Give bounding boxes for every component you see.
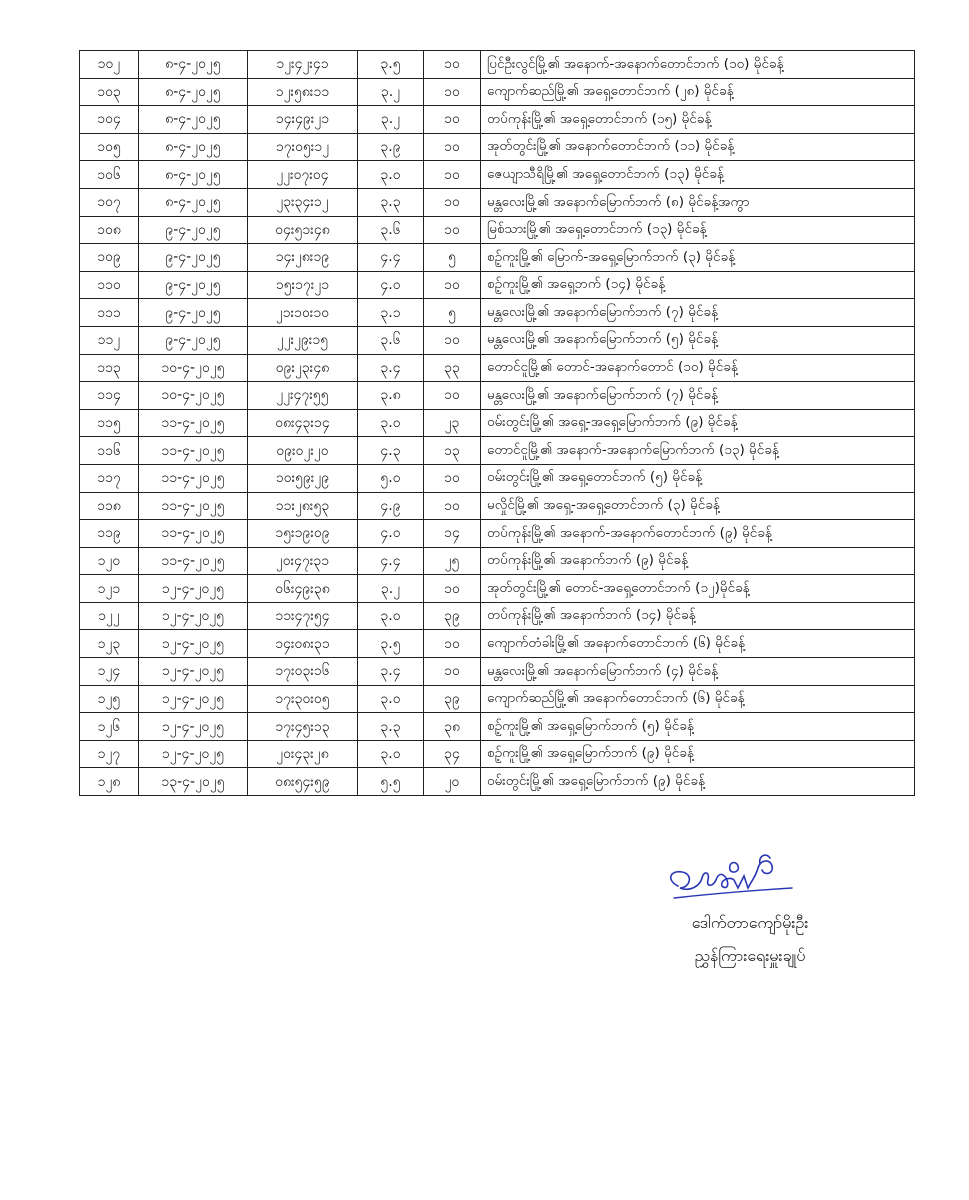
- event-magnitude-cell: ၃.၂: [358, 78, 424, 106]
- table-row: [80, 658, 915, 686]
- table-row: [80, 216, 915, 244]
- event-magnitude-cell: ၃.၀: [358, 161, 424, 189]
- table-row: [80, 630, 915, 658]
- event-magnitude-cell: ၃.၂: [358, 106, 424, 134]
- event-magnitude-cell: ၄.၉: [358, 492, 424, 520]
- event-depth-cell: ၁၀: [424, 382, 481, 410]
- event-time-cell: ၀၉း၂၃း၄၈: [248, 354, 358, 382]
- event-number-cell: ၁၁၆: [80, 437, 139, 465]
- table-row: [80, 244, 915, 272]
- event-magnitude-cell: ၄.၃: [358, 437, 424, 465]
- event-depth-cell: ၁၀: [424, 106, 481, 134]
- event-magnitude-cell: ၃.၆: [358, 216, 424, 244]
- table-row: [80, 547, 915, 575]
- event-depth-cell: ၅: [424, 299, 481, 327]
- event-time-cell: ၁၅း၁၇း၂၁: [248, 271, 358, 299]
- event-depth-cell: ၃၄: [424, 740, 481, 768]
- event-number-cell: ၁၀၃: [80, 78, 139, 106]
- event-date-cell: ၁၁-၄-၂၀၂၅: [139, 547, 248, 575]
- table-row: [80, 713, 915, 741]
- event-number-cell: ၁၁၇: [80, 464, 139, 492]
- event-depth-cell: ၁၀: [424, 271, 481, 299]
- event-time-cell: ၂၂း၂၉း၁၅: [248, 326, 358, 354]
- event-location-cell: ဝမ်းတွင်းမြို့၏ အရှေ့-အရှေ့မြောက်ဘက် (၉) မိုင်ခန့်: [481, 409, 915, 437]
- event-date-cell: ၁၂-၄-၂၀၂၅: [139, 713, 248, 741]
- event-depth-cell: ၁၀: [424, 133, 481, 161]
- table-row: [80, 188, 915, 216]
- table-row: [80, 520, 915, 548]
- event-magnitude-cell: ၅.၅: [358, 768, 424, 796]
- event-depth-cell: ၃၃: [424, 354, 481, 382]
- event-depth-cell: ၁၀: [424, 216, 481, 244]
- event-location-cell: မန္တလေးမြို့၏ အနောက်မြောက်ဘက် (၇) မိုင်ခန့်: [481, 382, 915, 410]
- event-magnitude-cell: ၄.၄: [358, 244, 424, 272]
- table-row: [80, 602, 915, 630]
- event-time-cell: ၂၀း၄၃း၂၈: [248, 740, 358, 768]
- event-date-cell: ၁၀-၄-၂၀၂၅: [139, 354, 248, 382]
- event-depth-cell: ၁၀: [424, 464, 481, 492]
- table-row: [80, 271, 915, 299]
- handwritten-signature: [660, 850, 800, 910]
- event-magnitude-cell: ၃.၀: [358, 409, 424, 437]
- event-number-cell: ၁၂၆: [80, 713, 139, 741]
- event-location-cell: တပ်ကုန်းမြို့၏ အရှေ့တောင်ဘက် (၁၅) မိုင်ခန့်: [481, 106, 915, 134]
- event-number-cell: ၁၁၃: [80, 354, 139, 382]
- table-row: [80, 326, 915, 354]
- event-time-cell: ၀၆း၄၉း၃၈: [248, 575, 358, 603]
- event-number-cell: ၁၂၄: [80, 658, 139, 686]
- event-time-cell: ၁၁း၂၈း၅၃: [248, 492, 358, 520]
- table-row: [80, 161, 915, 189]
- table-row: [80, 299, 915, 327]
- event-number-cell: ၁၀၆: [80, 161, 139, 189]
- event-date-cell: ၈-၄-၂၀၂၅: [139, 161, 248, 189]
- event-date-cell: ၉-၄-၂၀၂၅: [139, 326, 248, 354]
- event-time-cell: ၀၈း၅၄း၅၉: [248, 768, 358, 796]
- event-number-cell: ၁၁၉: [80, 520, 139, 548]
- event-location-cell: ဝမ်းတွင်းမြို့၏ အရှေ့မြောက်ဘက် (၉) မိုင်ခန့်: [481, 768, 915, 796]
- event-number-cell: ၁၂၂: [80, 602, 139, 630]
- table-row: [80, 437, 915, 465]
- event-date-cell: ၉-၄-၂၀၂၅: [139, 216, 248, 244]
- event-time-cell: ၀၄း၅၁း၄၈: [248, 216, 358, 244]
- earthquake-table: [79, 50, 915, 796]
- event-location-cell: တပ်ကုန်းမြို့၏ အနောက်ဘက် (၉) မိုင်ခန့်: [481, 547, 915, 575]
- event-magnitude-cell: ၃.၄: [358, 658, 424, 686]
- event-depth-cell: ၅: [424, 244, 481, 272]
- event-location-cell: အုတ်တွင်းမြို့၏ အနောက်တောင်ဘက် (၁၁) မိုင်ခန့်: [481, 133, 915, 161]
- table-row: [80, 768, 915, 796]
- event-date-cell: ၁၂-၄-၂၀၂၅: [139, 602, 248, 630]
- table-row: [80, 409, 915, 437]
- event-magnitude-cell: ၃.၅: [358, 630, 424, 658]
- event-time-cell: ၁၄း၂၈း၁၉: [248, 244, 358, 272]
- event-time-cell: ၁၇း၄၅း၁၃: [248, 713, 358, 741]
- event-magnitude-cell: ၃.၃: [358, 713, 424, 741]
- event-magnitude-cell: ၄.၀: [358, 520, 424, 548]
- event-number-cell: ၁၀၂: [80, 51, 139, 79]
- event-time-cell: ၁၀း၅၉း၂၉: [248, 464, 358, 492]
- event-magnitude-cell: ၄.၄: [358, 547, 424, 575]
- event-location-cell: မန္တလေးမြို့၏ အနောက်မြောက်ဘက် (၄) မိုင်ခန့်: [481, 658, 915, 686]
- event-number-cell: ၁၂၈: [80, 768, 139, 796]
- table-row: [80, 575, 915, 603]
- event-time-cell: ၁၄း၀၈း၃၁: [248, 630, 358, 658]
- event-time-cell: ၁၇း၀၅း၁၂: [248, 133, 358, 161]
- event-depth-cell: ၁၀: [424, 78, 481, 106]
- event-location-cell: အုတ်တွင်းမြို့၏ တောင်-အရှေ့တောင်ဘက် (၁၂)မိုင်ခန့်: [481, 575, 915, 603]
- event-date-cell: ၈-၄-၂၀၂၅: [139, 78, 248, 106]
- table-row: [80, 354, 915, 382]
- event-magnitude-cell: ၃.၆: [358, 326, 424, 354]
- event-number-cell: ၁၁၀: [80, 271, 139, 299]
- event-number-cell: ၁၁၂: [80, 326, 139, 354]
- event-depth-cell: ၁၀: [424, 492, 481, 520]
- signature-block: [620, 850, 880, 970]
- signatory-title: ညွှန်ကြားရေးမှူးချုပ်: [694, 946, 806, 965]
- event-number-cell: ၁၀၇: [80, 188, 139, 216]
- event-magnitude-cell: ၃.၀: [358, 685, 424, 713]
- event-date-cell: ၉-၄-၂၀၂၅: [139, 271, 248, 299]
- event-number-cell: ၁၂၀: [80, 547, 139, 575]
- event-date-cell: ၁၁-၄-၂၀၂၅: [139, 464, 248, 492]
- event-location-cell: စဉ့်ကူးမြို့၏ အရှေ့မြောက်ဘက် (၅) မိုင်ခန့်: [481, 713, 915, 741]
- table-row: [80, 382, 915, 410]
- event-date-cell: ၁၂-၄-၂၀၂၅: [139, 685, 248, 713]
- event-date-cell: ၉-၄-၂၀၂၅: [139, 244, 248, 272]
- table-row: [80, 685, 915, 713]
- table-row: [80, 740, 915, 768]
- event-magnitude-cell: ၃.၁: [358, 299, 424, 327]
- event-location-cell: တပ်ကုန်းမြို့၏ အနောက်ဘက် (၁၄) မိုင်ခန့်: [481, 602, 915, 630]
- event-time-cell: ၁၇း၃၀း၀၅: [248, 685, 358, 713]
- event-location-cell: ဝမ်းတွင်းမြို့၏ အရှေ့တောင်ဘက် (၅) မိုင်ခန့်: [481, 464, 915, 492]
- event-depth-cell: ၃၉: [424, 602, 481, 630]
- event-magnitude-cell: ၃.၄: [358, 354, 424, 382]
- event-number-cell: ၁၂၃: [80, 630, 139, 658]
- event-date-cell: ၁၀-၄-၂၀၂၅: [139, 382, 248, 410]
- event-date-cell: ၈-၄-၂၀၂၅: [139, 51, 248, 79]
- event-date-cell: ၉-၄-၂၀၂၅: [139, 299, 248, 327]
- event-time-cell: ၂၁း၁၀း၁၀: [248, 299, 358, 327]
- event-time-cell: ၁၄း၄၉း၂၁: [248, 106, 358, 134]
- event-time-cell: ၂၀း၄၇း၃၁: [248, 547, 358, 575]
- event-date-cell: ၁၃-၄-၂၀၂၅: [139, 768, 248, 796]
- event-magnitude-cell: ၃.၂: [358, 575, 424, 603]
- signatory-name: ဒေါက်တာကျော်မိုးဦး: [691, 913, 809, 932]
- event-depth-cell: ၁၃: [424, 437, 481, 465]
- event-time-cell: ၂၂း၀၇း၀၄: [248, 161, 358, 189]
- event-date-cell: ၁၂-၄-၂၀၂၅: [139, 630, 248, 658]
- event-magnitude-cell: ၃.၉: [358, 133, 424, 161]
- event-number-cell: ၁၁၁: [80, 299, 139, 327]
- event-location-cell: မန္တလေးမြို့၏ အနောက်မြောက်ဘက် (၈) မိုင်ခန့်အကွာ: [481, 188, 915, 216]
- event-number-cell: ၁၀၅: [80, 133, 139, 161]
- event-date-cell: ၁၁-၄-၂၀၂၅: [139, 437, 248, 465]
- event-depth-cell: ၂၅: [424, 547, 481, 575]
- event-time-cell: ၁၂း၅၈း၁၁: [248, 78, 358, 106]
- event-date-cell: ၁၂-၄-၂၀၂၅: [139, 575, 248, 603]
- event-location-cell: တောင်ငူမြို့၏ အနောက်-အနောက်မြောက်ဘက် (၁၃) မိုင်ခန့်: [481, 437, 915, 465]
- event-date-cell: ၁၂-၄-၂၀၂၅: [139, 740, 248, 768]
- event-magnitude-cell: ၃.၀: [358, 602, 424, 630]
- event-magnitude-cell: ၃.၈: [358, 382, 424, 410]
- table-row: [80, 133, 915, 161]
- event-date-cell: ၈-၄-၂၀၂၅: [139, 188, 248, 216]
- event-date-cell: ၈-၄-၂၀၂၅: [139, 106, 248, 134]
- table-row: [80, 78, 915, 106]
- event-depth-cell: ၂၃: [424, 409, 481, 437]
- event-location-cell: မလှိုင်မြို့၏ အရှေ့-အရှေ့တောင်ဘက် (၃) မိုင်ခန့်: [481, 492, 915, 520]
- event-magnitude-cell: ၃.၃: [358, 188, 424, 216]
- event-time-cell: ၁၂း၄၂း၄၁: [248, 51, 358, 79]
- event-depth-cell: ၁၄: [424, 520, 481, 548]
- event-number-cell: ၁၀၈: [80, 216, 139, 244]
- event-magnitude-cell: ၃.၀: [358, 740, 424, 768]
- event-depth-cell: ၁၀: [424, 575, 481, 603]
- table-row: [80, 464, 915, 492]
- event-date-cell: ၁၂-၄-၂၀၂၅: [139, 658, 248, 686]
- table-row: [80, 106, 915, 134]
- event-location-cell: မန္တလေးမြို့၏ အနောက်မြောက်ဘက် (၇) မိုင်ခန့်: [481, 299, 915, 327]
- event-number-cell: ၁၂၅: [80, 685, 139, 713]
- event-number-cell: ၁၁၅: [80, 409, 139, 437]
- event-magnitude-cell: ၄.၀: [358, 271, 424, 299]
- event-depth-cell: ၂၀: [424, 768, 481, 796]
- event-location-cell: စဉ့်ကူးမြို့၏ မြောက်-အရှေ့မြောက်ဘက် (၃) မိုင်ခန့်: [481, 244, 915, 272]
- event-location-cell: ဇေယျာသီရိမြို့၏ အရှေ့တောင်ဘက် (၁၃) မိုင်ခန့်: [481, 161, 915, 189]
- event-location-cell: ပြင်ဦးလွင်မြို့၏ အနောက်-အနောက်တောင်ဘက် (၁၀) မိုင်ခန့်: [481, 51, 915, 79]
- event-number-cell: ၁၂၇: [80, 740, 139, 768]
- event-time-cell: ၂၂း၄၇း၅၅: [248, 382, 358, 410]
- event-time-cell: ၀၈း၄၃း၁၄: [248, 409, 358, 437]
- event-number-cell: ၁၁၈: [80, 492, 139, 520]
- event-time-cell: ၁၁း၄၇း၅၄: [248, 602, 358, 630]
- event-location-cell: ကျောက်ဆည်မြို့၏ အရှေ့တောင်ဘက် (၂၈) မိုင်ခန့်: [481, 78, 915, 106]
- event-time-cell: ၀၉း၀၂း၂၀: [248, 437, 358, 465]
- event-depth-cell: ၃၉: [424, 685, 481, 713]
- event-depth-cell: ၃၈: [424, 713, 481, 741]
- event-depth-cell: ၁၀: [424, 326, 481, 354]
- event-depth-cell: ၁၀: [424, 161, 481, 189]
- event-location-cell: မြစ်သားမြို့၏ အရှေ့တောင်ဘက် (၁၃) မိုင်ခန့်: [481, 216, 915, 244]
- event-date-cell: ၁၁-၄-၂၀၂၅: [139, 492, 248, 520]
- event-date-cell: ၁၁-၄-၂၀၂၅: [139, 520, 248, 548]
- event-location-cell: တပ်ကုန်းမြို့၏ အနောက်-အနောက်တောင်ဘက် (၉) မိုင်ခန့်: [481, 520, 915, 548]
- event-magnitude-cell: ၃.၅: [358, 51, 424, 79]
- event-depth-cell: ၁၀: [424, 630, 481, 658]
- event-magnitude-cell: ၅.၀: [358, 464, 424, 492]
- event-location-cell: တောင်ငူမြို့၏ တောင်-အနောက်တောင် (၁၀) မိုင်ခန့်: [481, 354, 915, 382]
- event-time-cell: ၂၃း၃၄း၁၂: [248, 188, 358, 216]
- table-row: [80, 492, 915, 520]
- event-time-cell: ၁၅း၁၉း၀၉: [248, 520, 358, 548]
- event-depth-cell: ၁၀: [424, 51, 481, 79]
- event-location-cell: ကျောက်ဆည်မြို့၏ အနောက်တောင်ဘက် (၆) မိုင်ခန့်: [481, 685, 915, 713]
- table-body: [80, 51, 915, 796]
- event-number-cell: ၁၀၄: [80, 106, 139, 134]
- table-row: [80, 51, 915, 79]
- event-location-cell: စဉ့်ကူးမြို့၏ အရှေ့မြောက်ဘက် (၉) မိုင်ခန့်: [481, 740, 915, 768]
- event-depth-cell: ၁၀: [424, 658, 481, 686]
- event-number-cell: ၁၀၉: [80, 244, 139, 272]
- event-depth-cell: ၁၀: [424, 188, 481, 216]
- event-location-cell: ကျောက်တံခါးမြို့၏ အနောက်တောင်ဘက် (၆) မိုင်ခန့်: [481, 630, 915, 658]
- event-location-cell: စဉ့်ကူးမြို့၏ အရှေ့ဘက် (၁၄) မိုင်ခန့်: [481, 271, 915, 299]
- event-number-cell: ၁၂၁: [80, 575, 139, 603]
- event-time-cell: ၁၇း၀၃း၁၆: [248, 658, 358, 686]
- event-date-cell: ၁၁-၄-၂၀၂၅: [139, 409, 248, 437]
- event-date-cell: ၈-၄-၂၀၂၅: [139, 133, 248, 161]
- event-location-cell: မန္တလေးမြို့၏ အနောက်မြောက်ဘက် (၅) မိုင်ခန့်: [481, 326, 915, 354]
- event-number-cell: ၁၁၄: [80, 382, 139, 410]
